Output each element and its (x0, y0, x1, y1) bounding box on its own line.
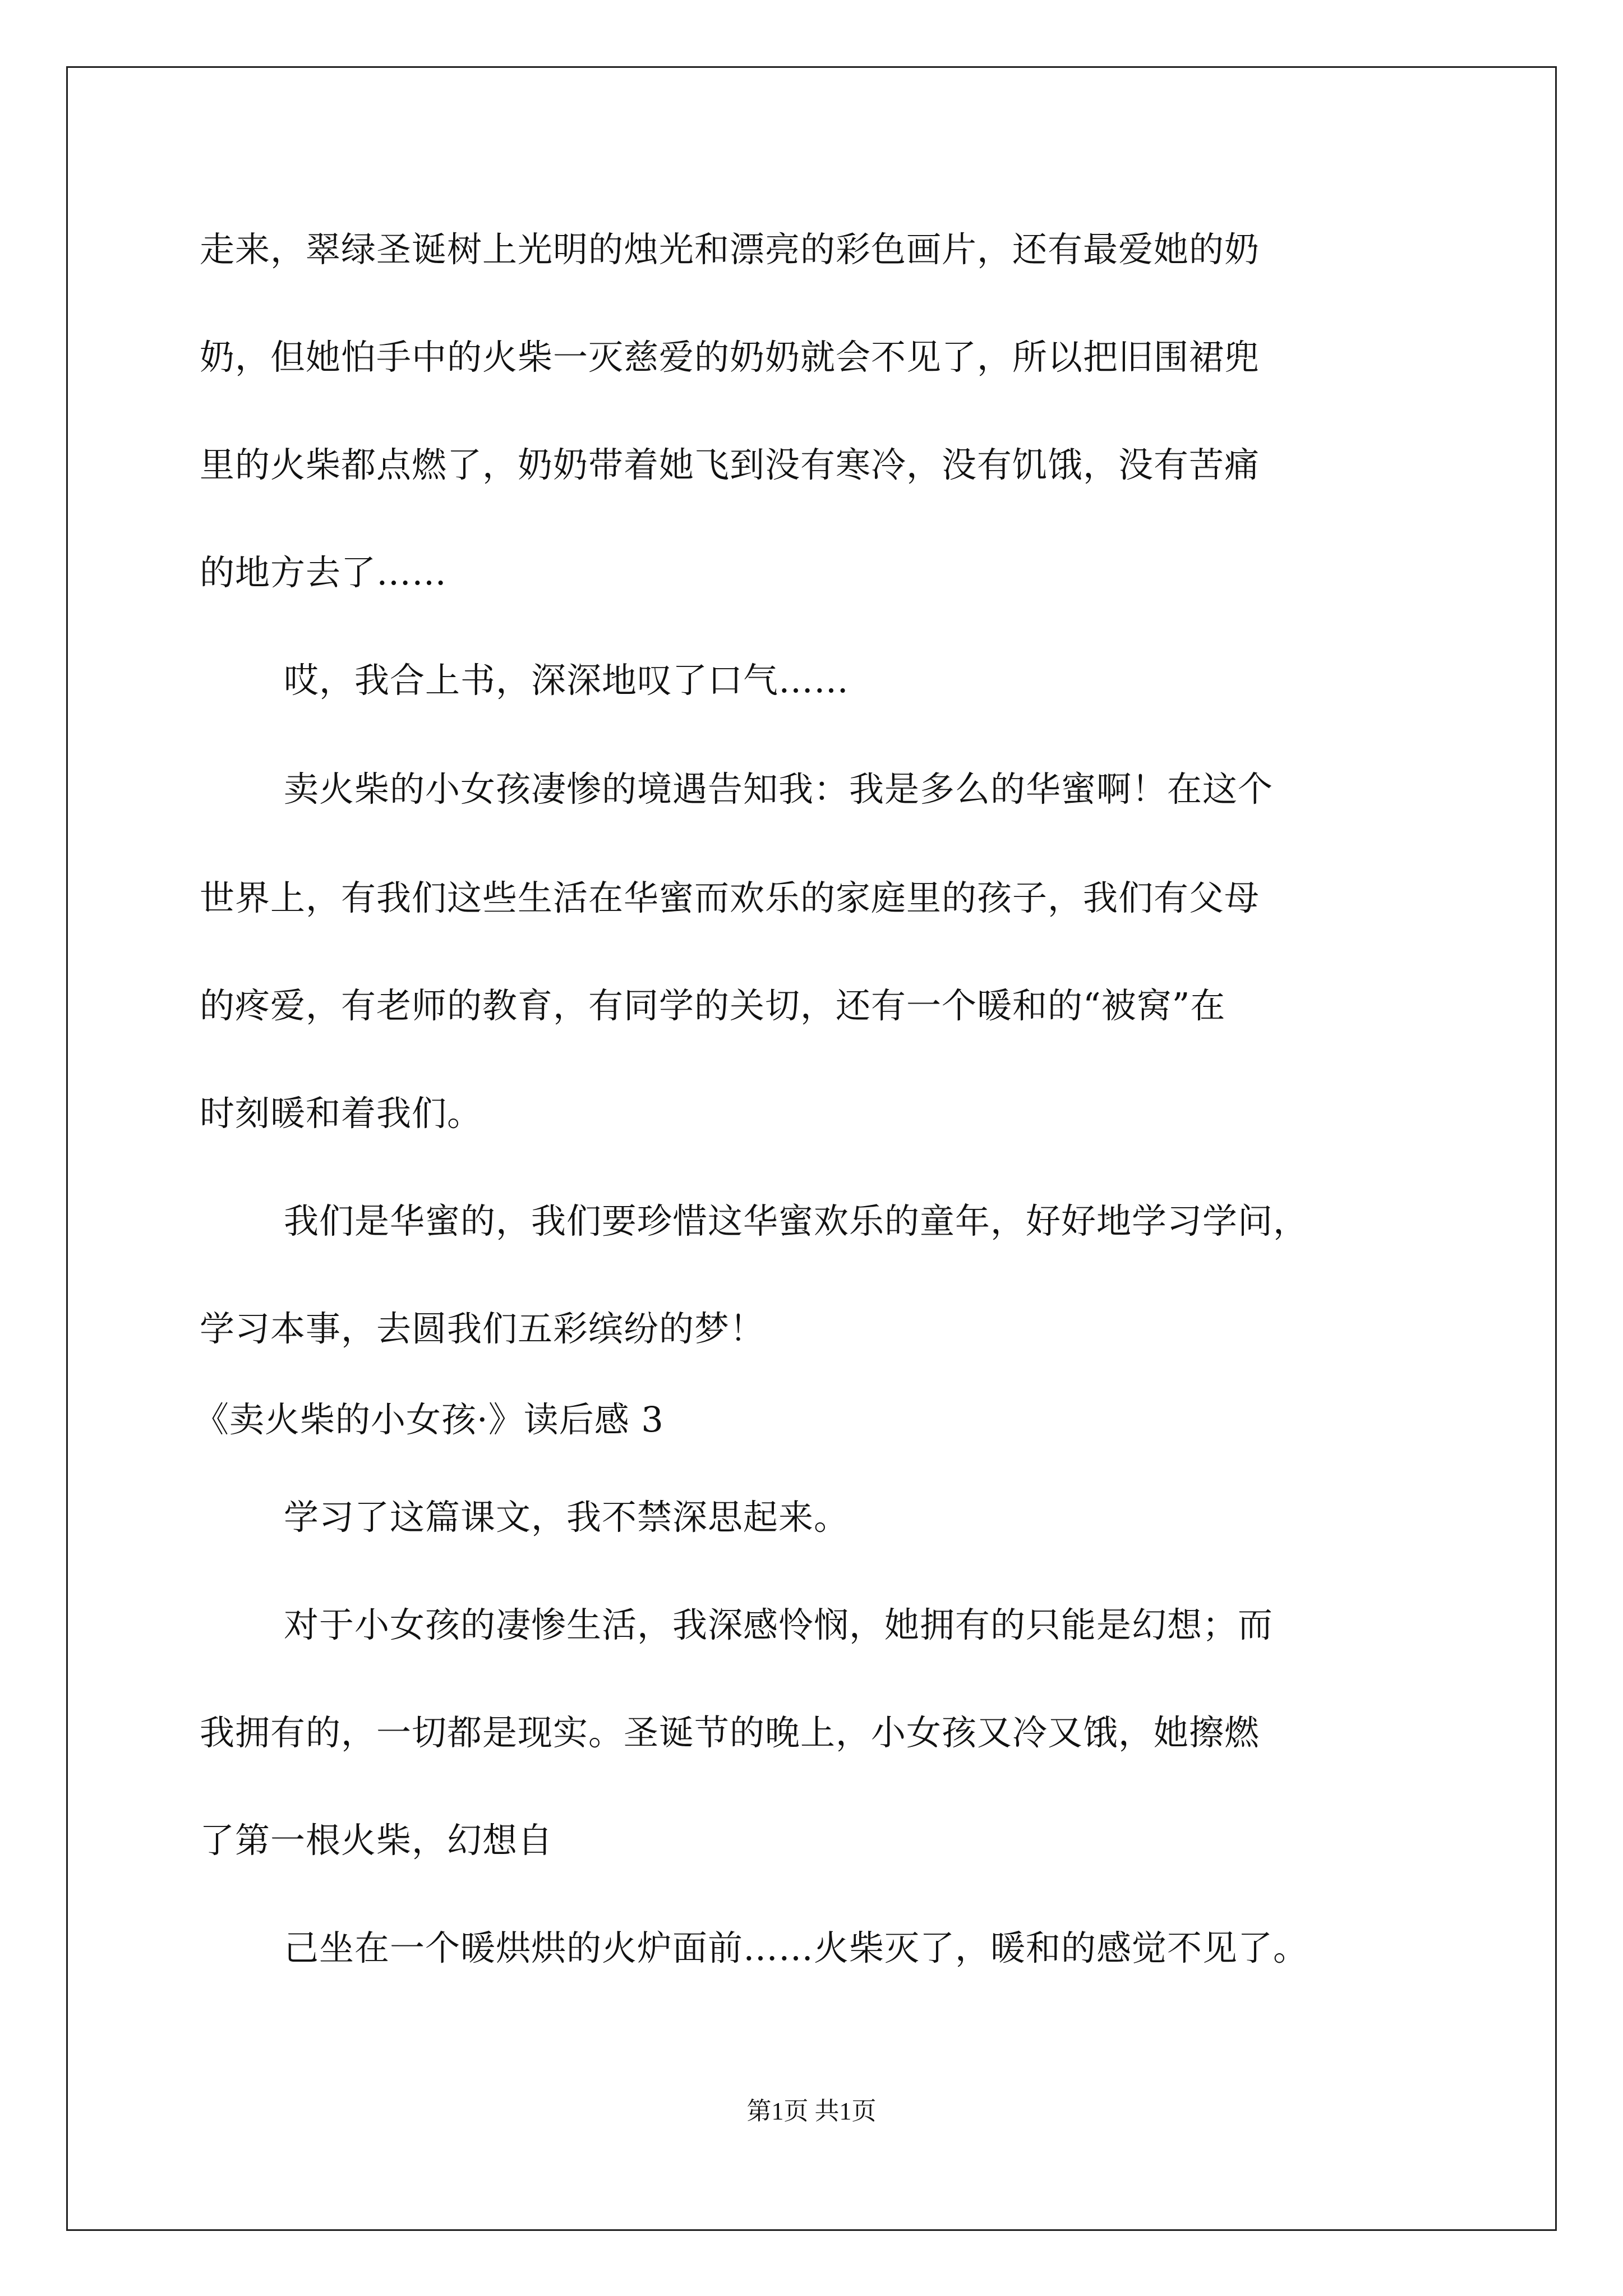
paragraph-line: 走来，翠绿圣诞树上光明的烛光和漂亮的彩色画片，还有最爱她的奶 (200, 229, 1260, 270)
paragraph-line: 我拥有的，一切都是现实。圣诞节的晚上，小女孩又冷又饿，她擦燃 (200, 1712, 1260, 1753)
paragraph-line: 奶，但她怕手中的火柴一灭慈爱的奶奶就会不见了，所以把旧围裙兜 (200, 337, 1260, 378)
paragraph-line: 的疼爱，有老师的教育，有同学的关切，还有一个暖和的“被窝”在 (200, 985, 1226, 1026)
paragraph-line: 我们是华蜜的，我们要珍惜这华蜜欢乐的童年，好好地学习学问， (284, 1200, 1309, 1241)
paragraph-line: 里的火柴都点燃了，奶奶带着她飞到没有寒冷，没有饥饿，没有苦痛 (200, 444, 1260, 485)
page-border (66, 66, 1557, 2231)
paragraph-line: 哎，我合上书，深深地叹了口气…… (284, 660, 850, 701)
page-footer: 第1页 共1页 (746, 2097, 877, 2125)
section-heading: 《卖火柴的小女孩·》读后感 3 (194, 1399, 664, 1440)
paragraph-line: 学习本事，去圆我们五彩缤纷的梦！ (200, 1308, 766, 1349)
paragraph-line: 了第一根火柴，幻想自 (200, 1820, 554, 1861)
paragraph-line: 对于小女孩的凄惨生活，我深感怜悯，她拥有的只能是幻想；而 (284, 1604, 1274, 1645)
paragraph-line: 学习了这篇课文，我不禁深思起来。 (284, 1497, 850, 1538)
paragraph-line: 的地方去了…… (200, 552, 448, 593)
paragraph-line: 时刻暖和着我们。 (200, 1093, 483, 1134)
paragraph-line: 世界上，有我们这些生活在华蜜而欢乐的家庭里的孩子，我们有父母 (200, 877, 1260, 918)
paragraph-line: 卖火柴的小女孩凄惨的境遇告知我：我是多么的华蜜啊！在这个 (284, 769, 1274, 809)
paragraph-line: 己坐在一个暖烘烘的火炉面前……火柴灭了，暖和的感觉不见了。 (284, 1927, 1309, 1968)
